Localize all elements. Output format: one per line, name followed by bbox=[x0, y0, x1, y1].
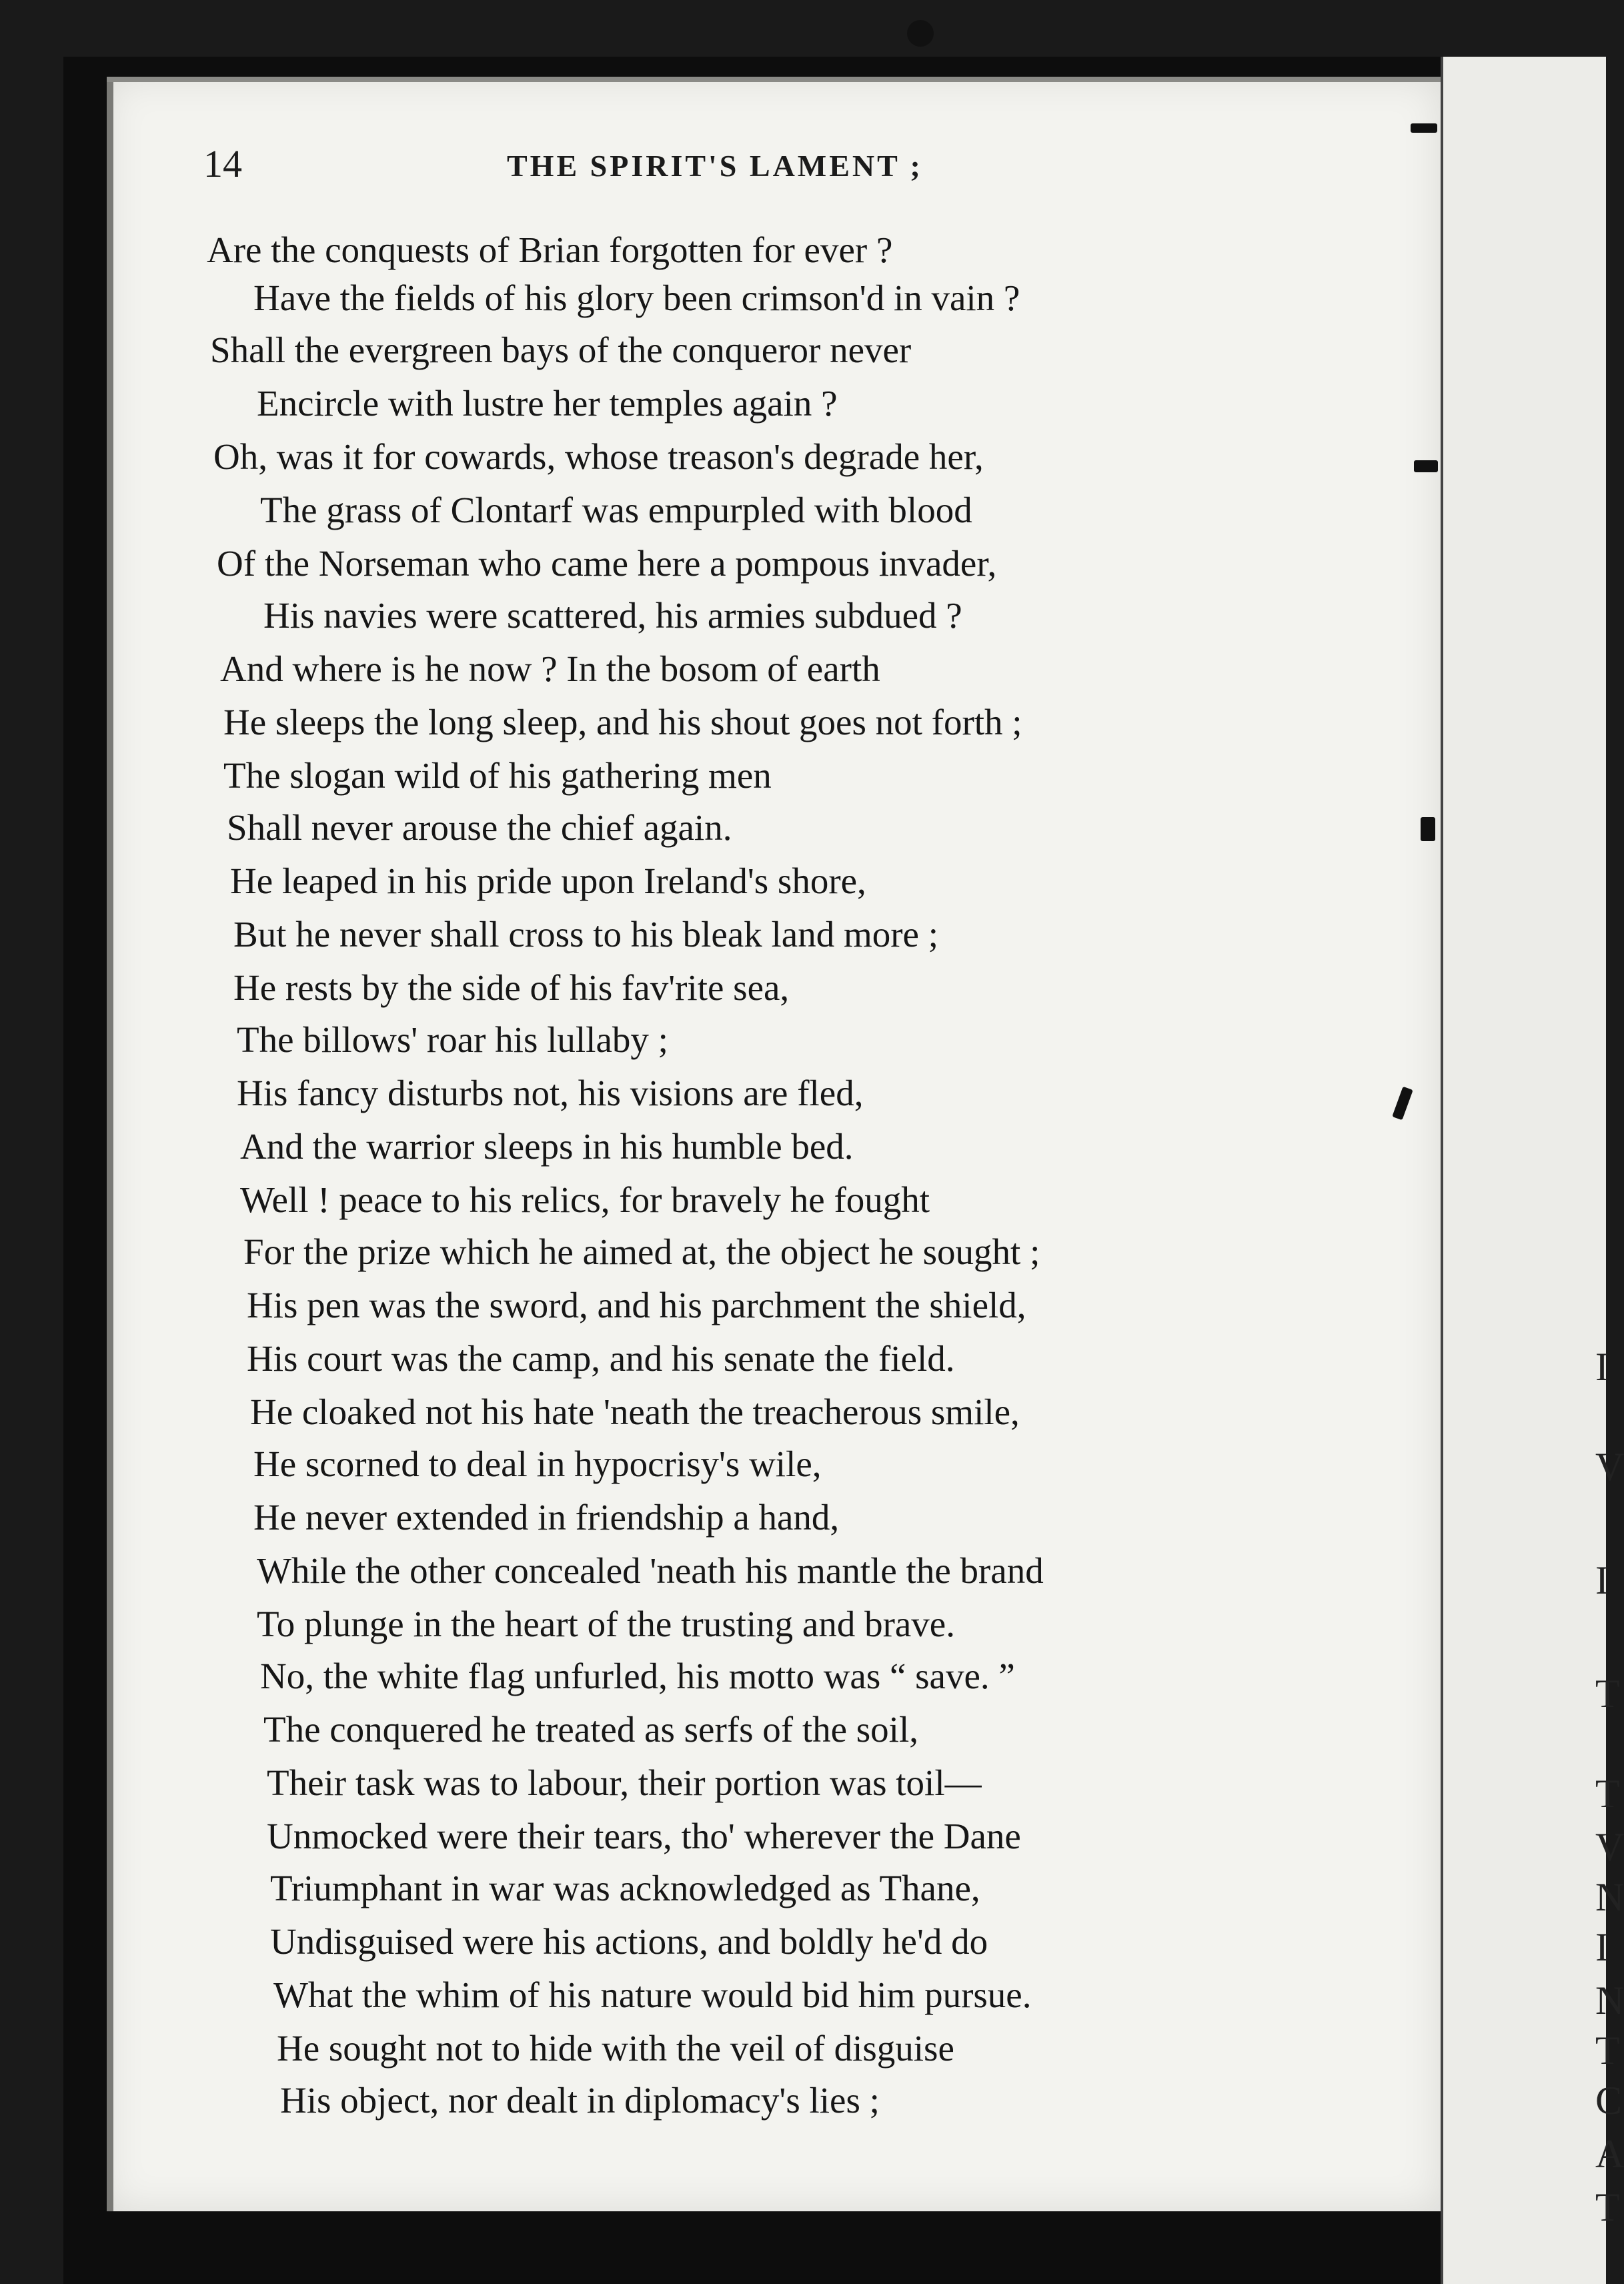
poem-line: What the whim of his nature would bid him pursue. bbox=[273, 1974, 1032, 2015]
poem-line: Are the conquests of Brian forgotten for ever ? bbox=[207, 229, 893, 270]
facing-page-letter: I bbox=[1595, 1558, 1609, 1602]
poem-line: He never extended in friendship a hand, bbox=[253, 1497, 840, 1538]
poem-line: While the other concealed 'neath his mantle the brand bbox=[257, 1550, 1044, 1591]
running-title: THE SPIRIT'S LAMENT ; bbox=[507, 149, 923, 183]
facing-page-letter: T bbox=[1595, 1672, 1620, 1716]
poem-line: And where is he now ? In the bosom of earth bbox=[220, 648, 880, 689]
poem-line: And the warrior sleeps in his humble bed. bbox=[240, 1126, 854, 1167]
poem-line: The grass of Clontarf was empurpled with blood bbox=[260, 490, 972, 530]
poem-line: Encircle with lustre her temples again ? bbox=[257, 383, 838, 424]
poem-line: His fancy disturbs not, his visions are fled, bbox=[237, 1073, 864, 1113]
facing-page-letter: I bbox=[1595, 1345, 1609, 1389]
poem-line: He leaped in his pride upon Ireland's shore, bbox=[230, 861, 866, 901]
poem-line: His court was the camp, and his senate the field. bbox=[247, 1338, 955, 1379]
poem-line: Shall never arouse the chief again. bbox=[227, 807, 732, 848]
poem-line: Have the fields of his glory been crimson'd in vain ? bbox=[253, 277, 1020, 318]
poem-line: For the prize which he aimed at, the object he sought ; bbox=[243, 1231, 1040, 1272]
facing-page-letter: I bbox=[1595, 1925, 1609, 1969]
poem-line: His pen was the sword, and his parchment the shield, bbox=[247, 1285, 1026, 1325]
poem-line: Of the Norseman who came here a pompous invader, bbox=[217, 543, 997, 584]
poem-line: He sleeps the long sleep, and his shout goes not forth ; bbox=[223, 702, 1022, 742]
poem-line: Well ! peace to his relics, for bravely he fought bbox=[240, 1179, 930, 1220]
facing-page-letter: A bbox=[1595, 2132, 1624, 2176]
facing-page-letter: V bbox=[1595, 1825, 1624, 1869]
poem-line: Undisguised were his actions, and boldly he'd do bbox=[270, 1921, 988, 1962]
facing-page-letter: T bbox=[1595, 2029, 1620, 2073]
facing-page-letter: V bbox=[1595, 1445, 1624, 1489]
poem-line: The conquered he treated as serfs of the soil, bbox=[263, 1709, 918, 1750]
poem-line: He cloaked not his hate 'neath the treacherous smile, bbox=[250, 1391, 1020, 1432]
poem-line: He rests by the side of his fav'rite sea, bbox=[233, 967, 790, 1008]
facing-page-letter: N bbox=[1595, 1875, 1624, 1919]
poem-line: No, the white flag unfurled, his motto was “ save. ” bbox=[260, 1656, 1015, 1696]
page-number: 14 bbox=[203, 142, 242, 185]
facing-page-letter: N bbox=[1595, 1978, 1624, 2023]
poem-line: His navies were scattered, his armies subdued ? bbox=[263, 595, 962, 636]
poem-line: He sought not to hide with the veil of disguise bbox=[277, 2028, 954, 2069]
poem-line: His object, nor dealt in diplomacy's lies ; bbox=[280, 2080, 880, 2121]
facing-page-letter: C bbox=[1595, 2079, 1623, 2123]
poem-line: But he never shall cross to his bleak land more ; bbox=[233, 914, 938, 955]
facing-page-letter: T bbox=[1595, 1772, 1620, 1816]
facing-page-letter: T bbox=[1595, 2185, 1620, 2229]
poem-line: Their task was to labour, their portion was toil— bbox=[267, 1762, 982, 1803]
poem-line: Shall the evergreen bays of the conqueror never bbox=[210, 330, 912, 370]
poem-line: He scorned to deal in hypocrisy's wile, bbox=[253, 1444, 822, 1484]
poem-line: Triumphant in war was acknowledged as Thane, bbox=[270, 1868, 980, 1908]
poem-line: To plunge in the heart of the trusting and brave. bbox=[257, 1604, 955, 1644]
poem-line: Oh, was it for cowards, whose treason's degrade her, bbox=[213, 436, 984, 477]
poem-line: The billows' roar his lullaby ; bbox=[237, 1019, 668, 1060]
poem-line: The slogan wild of his gathering men bbox=[223, 755, 772, 796]
poem-line: Unmocked were their tears, tho' wherever the Dane bbox=[267, 1816, 1021, 1856]
